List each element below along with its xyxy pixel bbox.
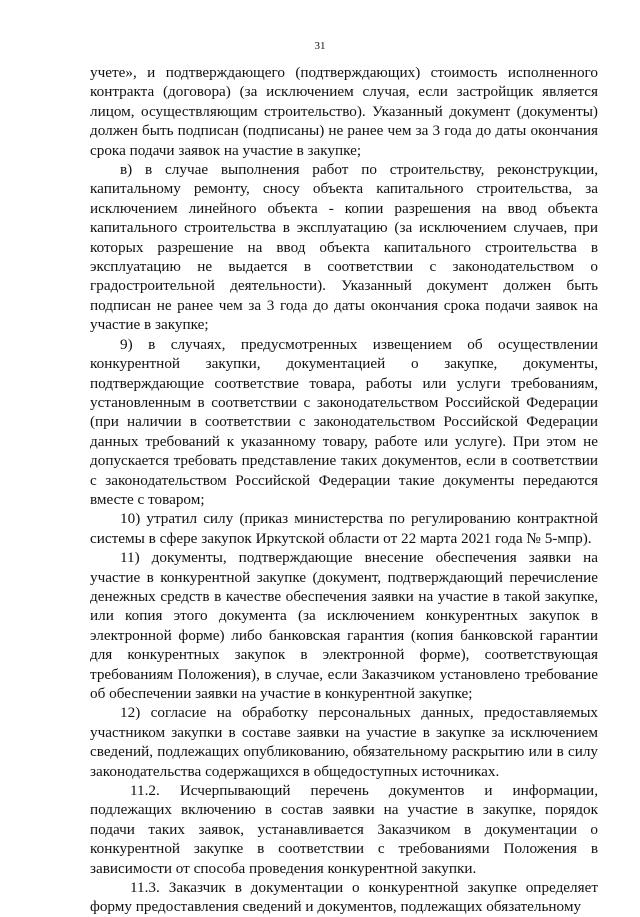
paragraph-item-v: в) в случае выполнения работ по строительству, реконструкции, капитальному ремонту, сносу объекта капитального строительства, за исключением линейного объекта - копии разрешения на ввод объекта капитального строительства в эксплуатацию (за исключением случаев, при которых разрешение на ввод объекта капитального строительства в эксплуатацию не выдается в соответствии с законодательством о градостроительной деятельности). Указанный документ должен быть подписан не ранее чем за 3 года до даты окончания срока подачи заявок на участие в закупке;: [90, 161, 598, 334]
paragraph-continuation: учете», и подтверждающего (подтверждающих) стоимость исполненного контракта (договора) (за исключением случая, если застройщик является лицом, осуществляющим строительство). Указанный документ (документы) должен быть подписан (подписаны) не ранее чем за 3 года до даты окончания срока подачи заявок на участие в закупке;: [90, 64, 598, 159]
document-body: [90, 63, 598, 917]
paragraph-item-12: 12) согласие на обработку персональных данных, предоставляемых участником закупки в составе заявки на участие в закупке за исключением сведений, подлежащих опубликованию, обязательному раскрытию или в силу законодательства содержащихся в общедоступных источниках.: [90, 704, 598, 780]
paragraph-11-2: 11.2. Исчерпывающий перечень документов и информации, подлежащих включению в состав заявки на участие в закупке, порядок подачи таких заявок, устанавливается Заказчиком в документации о конкурентной закупке в соответствии с требованиями Положения в зависимости от способа проведения конкурентной закупки.: [90, 782, 598, 877]
paragraph-item-9: 9) в случаях, предусмотренных извещением об осуществлении конкурентной закупки, документацией о закупке, документы, подтверждающие соответствие товара, работы или услуги требованиям, установленным в соответствии с законодательством Российской Федерации (при наличии в соответствии с законодательством Российской Федерации данных требований к указанному товару, работе или услуге). При этом не допускается требовать представление таких документов, если в соответствии с законодательством Российской Федерации такие документы передаются вместе с товаром;: [90, 335, 598, 508]
paragraph-item-10: 10) утратил силу (приказ министерства по регулированию контрактной системы в сфере закупок Иркутской области от 22 марта 2021 года № 5-мпр).: [90, 510, 598, 547]
paragraph-item-11: 11) документы, подтверждающие внесение обеспечения заявки на участие в конкурентной закупке (документ, подтверждающий перечисление денежных средств в качестве обеспечения заявки на участие в такой закупке, или копия этого документа (за исключением конкурентных закупок в электронной форме) либо банковская гарантия (копия банковской гарантии для конкурентных закупок в электронной форме), соответствующая требованиям Положения), в случае, если Заказчиком установлено требование об обеспечении заявки на участие в конкурентной закупке;: [90, 549, 598, 702]
page-number: 31: [314, 40, 326, 52]
paragraph-11-3: 11.3. Заказчик в документации о конкурентной закупке определяет форму предоставления сведений и документов, подлежащих обязательному: [90, 879, 598, 916]
